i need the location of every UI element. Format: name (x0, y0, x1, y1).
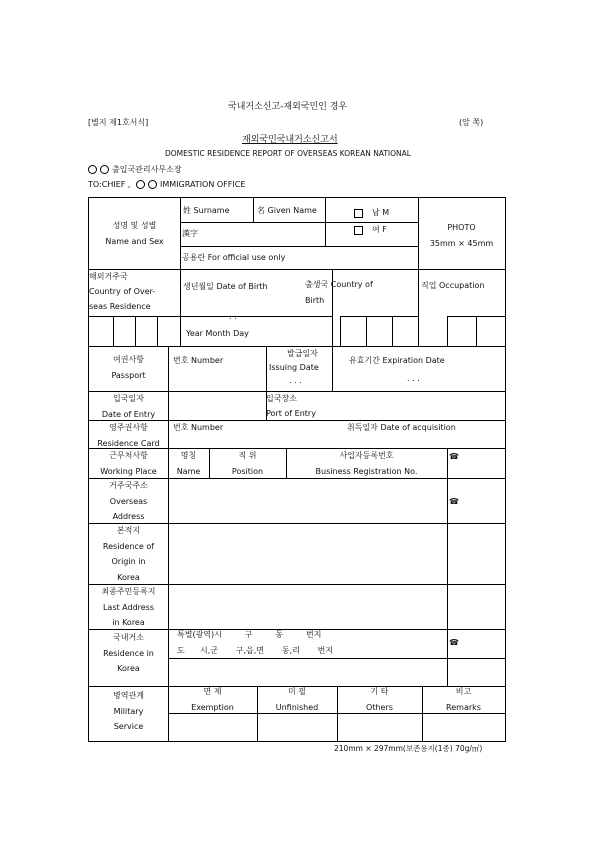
remarks-label (422, 684, 505, 715)
entry-date-label (89, 391, 168, 422)
given-name-field[interactable]: 名 Given Name (257, 206, 317, 215)
sex-male-label: 남 M (372, 208, 390, 217)
work-place-en: Working Place (100, 466, 157, 476)
expiry-dots: . . . (407, 374, 420, 383)
dob-dots: . . (229, 312, 237, 321)
military-ko: 병역관계 (113, 691, 144, 700)
position-en: Position (231, 466, 264, 476)
female-checkbox[interactable] (354, 226, 363, 235)
residence-card-ko: 영주권사항 (109, 423, 148, 432)
phone-icon: ☎ (449, 452, 459, 461)
name-sex-label-ko: 성명 및 성별 (112, 221, 157, 230)
others-ko: 기 타 (370, 687, 389, 696)
address-row-1[interactable]: 특별(광역)시 구 동 번지 (177, 630, 322, 639)
origin-ko: 본적지 (116, 526, 141, 535)
circle-icon (100, 165, 109, 174)
birth-country-l1: 출생국 Country of (305, 280, 373, 289)
name-sex-label (89, 218, 180, 249)
residence-card-en: Residence Card (97, 438, 160, 448)
photo-box (418, 220, 505, 251)
korea-residence-en2: Korea (117, 664, 140, 673)
others-label (337, 684, 422, 715)
work-name-label (168, 448, 209, 479)
overseas-address-en2: Address (112, 512, 145, 521)
entry-port-ko: 입국장소 (266, 394, 297, 403)
dob-ymd: Year Month Day (186, 329, 249, 338)
korea-residence-label (89, 630, 168, 677)
passport-en: Passport (111, 370, 146, 380)
residence-report-form (88, 197, 506, 742)
remarks-ko: 비고 (455, 687, 472, 696)
unfinished-en: Unfinished (275, 702, 319, 712)
form-title-en: DOMESTIC RESIDENCE REPORT OF OVERSEAS KOREAN NATIONAL (165, 149, 411, 158)
surname-field[interactable]: 姓 Surname (183, 206, 230, 215)
unfinished-label (257, 684, 337, 715)
phone-icon: ☎ (449, 638, 459, 647)
overseas-address-label (89, 478, 168, 525)
work-place-ko: 근무처사항 (109, 451, 148, 460)
form-top-title: 국내거소신고-재외국민인 경우 (228, 102, 348, 112)
passport-ko: 여권사항 (113, 355, 144, 364)
office-label-en: IMMIGRATION OFFICE (160, 180, 246, 189)
occupation-label: 직업 Occupation (421, 281, 485, 290)
entry-port-en: Port of Entry (266, 409, 316, 418)
position-label (209, 448, 286, 479)
passport-number-field[interactable]: 번호 Number (173, 356, 224, 365)
office-line-en (88, 180, 245, 189)
hanja-field[interactable]: 漢字 (182, 229, 198, 238)
form-number: [별지 제1호서식] (88, 118, 149, 127)
work-place-label (89, 448, 168, 479)
overseas-address-ko: 거주국주소 (109, 481, 148, 490)
issue-dots: . . . (289, 376, 302, 385)
overseas-address-en1: Overseas (109, 496, 148, 506)
circle-icon (136, 180, 145, 189)
last-address-en2: in Korea (112, 618, 145, 627)
birth-country-l2: Birth (305, 296, 325, 305)
issue-ko: 발급일자 (287, 349, 318, 358)
phone-icon: ☎ (449, 497, 459, 506)
passport-label (89, 352, 168, 383)
korea-residence-en1: Residence in (103, 648, 154, 658)
business-ko: 사업자등록번호 (339, 451, 394, 460)
origin-en3: Korea (117, 572, 140, 582)
male-checkbox[interactable] (354, 209, 363, 218)
residence-card-label (89, 420, 168, 451)
paper-spec: 210mm × 297mm(보존용지(1종) 70g/㎡) (334, 744, 483, 753)
acquisition-date-field[interactable]: 취득일자 Date of acquisition (347, 423, 456, 432)
military-label (89, 688, 168, 735)
business-en: Business Registration No. (315, 466, 418, 476)
entry-port-label (266, 391, 316, 421)
office-label-ko: 출입국관리사무소장 (112, 165, 182, 174)
circle-icon (88, 165, 97, 174)
rc-number-field[interactable]: 번호 Number (173, 423, 224, 432)
sex-female-label: 여 F (372, 225, 387, 234)
work-name-ko: 명칭 (180, 451, 197, 460)
official-use-field: 공용란 For official use only (182, 253, 286, 262)
overseas-country-label (89, 270, 155, 313)
origin-en2: Origin in (111, 557, 146, 566)
unfinished-ko: 미 필 (288, 687, 306, 696)
issue-en: Issuing Date (269, 363, 319, 372)
origin-en1: Residence of (102, 541, 155, 551)
page-side: (앞 쪽) (459, 118, 484, 127)
to-prefix: TO:CHIEF , (88, 180, 131, 189)
overseas-country-en2: seas Residence (89, 302, 151, 311)
entry-date-ko: 입국일자 (113, 394, 144, 403)
position-ko: 직 위 (238, 451, 257, 460)
dob-label: 생년월일 Date of Birth (183, 282, 268, 291)
photo-size: 35mm × 45mm (429, 238, 494, 248)
last-address-ko: 최종주민등록지 (101, 587, 156, 596)
exemption-en: Exemption (191, 702, 234, 712)
work-name-en: Name (176, 466, 201, 476)
address-row-2[interactable]: 도 시,군 구,읍,면 동,리 번지 (177, 646, 334, 655)
last-address-en1: Last Address (102, 602, 155, 612)
name-sex-label-en: Name and Sex (105, 236, 164, 246)
korea-residence-ko: 국내거소 (113, 633, 144, 642)
last-address-label (89, 584, 168, 631)
entry-date-en: Date of Entry (101, 409, 156, 419)
photo-label: PHOTO (447, 223, 476, 232)
military-en1: Military (113, 706, 144, 716)
expiry-label: 유효기간 Expiration Date (349, 356, 445, 365)
overseas-country-ko: 해외거주국 (89, 272, 128, 281)
birth-country-label (305, 278, 373, 307)
origin-label (89, 523, 168, 585)
office-line-ko (88, 164, 182, 175)
others-en: Others (366, 702, 393, 712)
remarks-en: Remarks (446, 702, 481, 712)
form-title-ko: 재외국민국내거소신고서 (242, 135, 338, 145)
business-reg-label (286, 448, 447, 479)
overseas-country-en1: Country of Over- (89, 287, 156, 296)
issue-date-label (269, 347, 319, 387)
exemption-label (168, 684, 257, 715)
exemption-ko: 면 제 (203, 687, 222, 696)
military-en2: Service (113, 722, 144, 731)
circle-icon (148, 180, 157, 189)
